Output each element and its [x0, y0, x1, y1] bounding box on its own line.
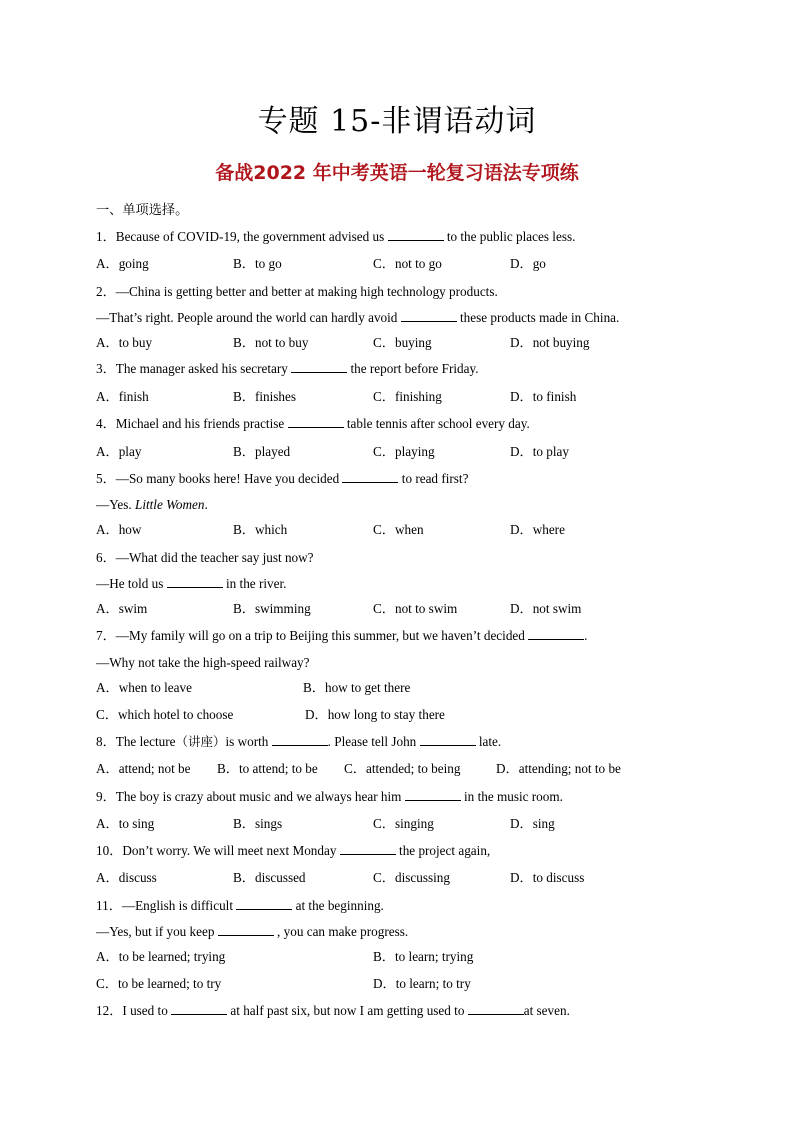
- option-d: D．not swim: [510, 601, 582, 616]
- answer-blank: [420, 733, 476, 746]
- question-2-reply: [96, 309, 619, 327]
- question-text: 11．—English is difficult: [96, 898, 237, 913]
- question-text: at seven.: [523, 1003, 570, 1018]
- option-b: B．which: [233, 522, 288, 537]
- question-1: [96, 228, 575, 246]
- question-7: [96, 627, 587, 645]
- option-b: B．swimming: [233, 601, 311, 616]
- question-2: 2．—China is getting better and better at making high technology products.: [96, 284, 498, 299]
- question-11-reply: [96, 923, 408, 941]
- question-text: , you can make progress.: [273, 924, 409, 939]
- question-text: 4．Michael and his friends practise: [96, 416, 288, 431]
- answer-blank: [171, 1002, 227, 1015]
- question-text: 9．The boy is crazy about music and we always hear him: [96, 789, 405, 804]
- option-d: D．to learn; to try: [373, 976, 471, 991]
- option-a: A．discuss: [96, 870, 157, 885]
- section-heading: 一、单项选择。: [96, 202, 189, 217]
- question-7-reply: —Why not take the high-speed railway?: [96, 655, 310, 670]
- question-text: the report before Friday.: [347, 361, 479, 376]
- option-b: B．to learn; trying: [373, 949, 474, 964]
- answer-blank: [272, 733, 328, 746]
- option-a: A．finish: [96, 389, 149, 404]
- question-5: [96, 470, 468, 488]
- option-a: A．to be learned; trying: [96, 949, 226, 964]
- option-d: D．to discuss: [510, 870, 585, 885]
- option-c: C．not to go: [373, 256, 442, 271]
- answer-blank: [167, 575, 223, 588]
- option-d: D．sing: [510, 816, 555, 831]
- option-a: A．to sing: [96, 816, 155, 831]
- answer-blank: [388, 228, 444, 241]
- question-text: at half past six, but now I am getting used to: [227, 1003, 468, 1018]
- option-a: A．when to leave: [96, 680, 192, 695]
- answer-blank: [342, 470, 398, 483]
- option-b: B．played: [233, 444, 291, 459]
- question-text: in the music room.: [460, 789, 563, 804]
- question-text: 8．The lecture: [96, 734, 176, 749]
- question-text: .: [204, 497, 208, 512]
- question-8: [96, 733, 501, 751]
- option-d: D．go: [510, 256, 546, 271]
- question-text: 1．Because of COVID-19, the government advised us: [96, 229, 388, 244]
- question-text: late.: [475, 734, 502, 749]
- question-5-reply: [96, 496, 208, 514]
- option-c: C．finishing: [373, 389, 442, 404]
- option-d: D．how long to stay there: [305, 707, 445, 722]
- question-text: to the public places less.: [443, 229, 576, 244]
- answer-blank: [468, 1002, 524, 1015]
- option-c: C．attended; to being: [344, 761, 461, 776]
- question-text: 5．—So many books here! Have you decided: [96, 471, 343, 486]
- option-c: C．when: [373, 522, 424, 537]
- question-12: [96, 1002, 570, 1020]
- option-c: C．singing: [373, 816, 434, 831]
- question-text: 10．Don’t worry. We will meet next Monday: [96, 843, 340, 858]
- answer-blank: [528, 627, 584, 640]
- question-4: [96, 415, 530, 433]
- option-d: D．to play: [510, 444, 569, 459]
- question-text: the project again,: [395, 843, 491, 858]
- option-b: B．finishes: [233, 389, 297, 404]
- question-text: 12．I used to: [96, 1003, 172, 1018]
- answer-blank: [401, 309, 457, 322]
- question-text: . Please tell John: [327, 734, 420, 749]
- option-d: D．to finish: [510, 389, 577, 404]
- option-d: D．not buying: [510, 335, 590, 350]
- option-b: B．discussed: [233, 870, 306, 885]
- question-11: [96, 897, 384, 915]
- option-b: B．to go: [233, 256, 282, 271]
- page-title: 专题 15-非谓语动词: [257, 104, 537, 139]
- question-10: [96, 842, 490, 860]
- option-c: C．not to swim: [373, 601, 458, 616]
- question-9: [96, 788, 563, 806]
- question-text: —Yes, but if you keep: [96, 924, 218, 939]
- option-c: C．discussing: [373, 870, 450, 885]
- answer-blank: [218, 923, 274, 936]
- option-d: D．attending; not to be: [496, 761, 621, 776]
- question-gloss: （讲座）: [175, 734, 226, 749]
- option-d: D．where: [510, 522, 565, 537]
- question-6: 6．—What did the teacher say just now?: [96, 550, 314, 565]
- question-text: is worth: [225, 734, 272, 749]
- question-3: [96, 360, 479, 378]
- question-text: at the beginning.: [292, 898, 384, 913]
- question-text: —Yes.: [96, 497, 135, 512]
- question-text: 3．The manager asked his secretary: [96, 361, 292, 376]
- question-text: —He told us: [96, 576, 167, 591]
- option-a: A．attend; not be: [96, 761, 191, 776]
- answer-blank: [405, 788, 461, 801]
- option-b: B．not to buy: [233, 335, 309, 350]
- question-text: these products made in China.: [456, 310, 620, 325]
- option-b: B．how to get there: [303, 680, 411, 695]
- page-subtitle: 备战2022 年中考英语一轮复习语法专项练: [215, 162, 579, 184]
- answer-blank: [288, 415, 344, 428]
- answer-blank: [340, 842, 396, 855]
- question-text: in the river.: [222, 576, 287, 591]
- book-title: Little Women: [134, 497, 205, 512]
- answer-blank: [236, 897, 292, 910]
- option-a: A．to buy: [96, 335, 153, 350]
- option-c: C．which hotel to choose: [96, 707, 234, 722]
- option-c: C．buying: [373, 335, 432, 350]
- option-c: C．playing: [373, 444, 435, 459]
- question-text: —That’s right. People around the world can hardly avoid: [96, 310, 401, 325]
- question-text: to read first?: [398, 471, 469, 486]
- option-a: A．swim: [96, 601, 148, 616]
- option-c: C．to be learned; to try: [96, 976, 222, 991]
- question-text: table tennis after school every day.: [343, 416, 530, 431]
- question-text: .: [584, 628, 588, 643]
- answer-blank: [291, 360, 347, 373]
- option-b: B．to attend; to be: [217, 761, 318, 776]
- option-b: B．sings: [233, 816, 283, 831]
- question-6-reply: [96, 575, 286, 593]
- option-a: A．how: [96, 522, 142, 537]
- option-a: A．play: [96, 444, 142, 459]
- option-a: A．going: [96, 256, 149, 271]
- question-text: 7．—My family will go on a trip to Beijing this summer, but we haven’t decided: [96, 628, 529, 643]
